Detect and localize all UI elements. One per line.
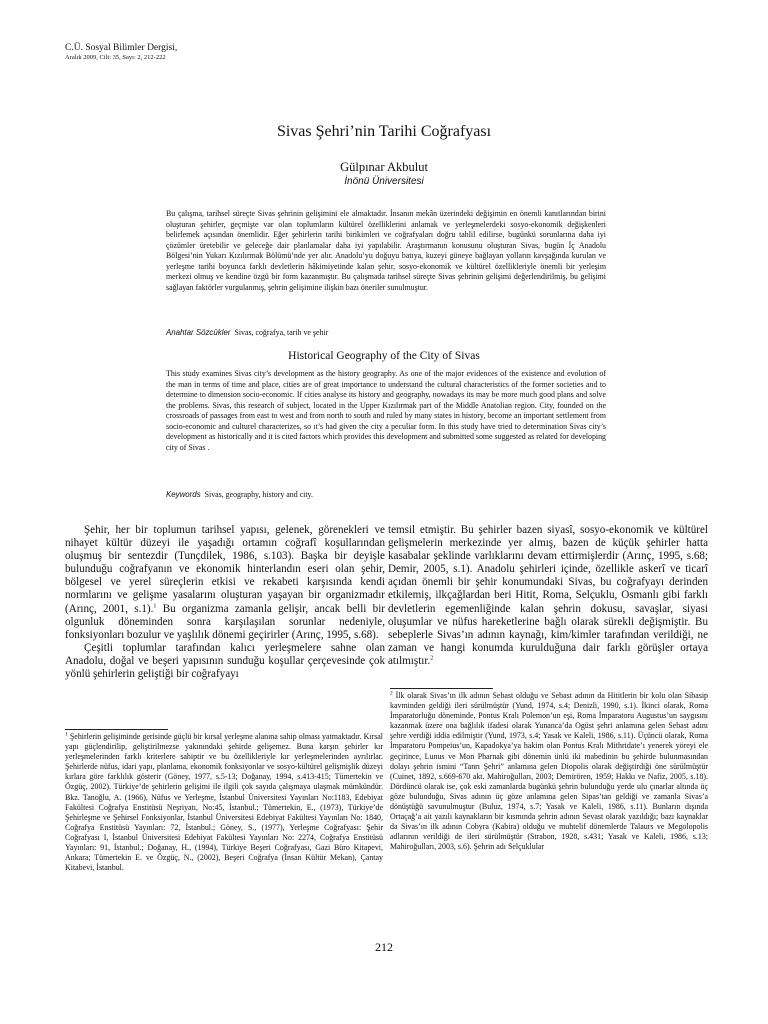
body-text: temsil etmiştir. Bu şehirler bazen siyasî, sosyo-ekonomik ve kültürel gelişmelerin merkezinde yer almış, bazen de küçük şehirler hatta kasabalar şeklinde varlıklarını devam ettirmişlerdir (Arınç, 1995, s.68; Demir, 2005, s.1). Anadolu şehirleri içinde, özellikle askerî ve ticarî açıdan önemli bir şehir konumundaki Sivas, bu coğrafyayı derinden etkilemiş, ilkçağlardan beri Hitit, Roma, Selçuklu, Osmanlı gibi farklı devletlerin egemenliğinde kalan şehrin dokusu, savaşlar, siyasi oluşumlar ve nüfus hareketlerine bağlı olarak sürekli değişmiştir. Bu sebeplerle Sivas’ın adının kaynağı, kim/kimler tarafından verildiği, ne zaman ve hangi konumda kurulduğuna dair farklı görüşler ortaya atılmıştır. — [388, 524, 708, 667]
abstract-turkish: Bu çalışma, tarihsel süreçte Sivas şehrinin gelişimini ele almaktadır. İnsanın mekân üzerindeki değişimin en önemli kanıtlarından birini oluşturan şehirler, geçmişte var olan toplumların kültürel özelliklerini anlamak ve yerleşmelerdeki sosyo-ekonomik değişkenleri belirlemek açısından önemlidir. Eğer şehirlerin tarihi birikimleri ve coğrafyaları doğru tahlil edilirse, bugünkü sorunlarına daha iyi çözümler üretebilir ve geleceğe dair planlamalar daha iyi yapılabilir. Araştırmanın konusunu oluşturan Sivas, bugün İç Anadolu Bölgesi’nin Yukarı Kızılırmak Bölümü’nde yer alır. Anadolu’yu doğuyu batıya, kuzeyi güneye bağlayan yolların kavşağında kurulan ve yerleşme tarihi boyunca farklı devletlerin hâkimiyetinde kalan şehir, sosyo-ekonomik ve kültürel özellikleriyle önemli bir yerleşim merkezi olmuş ve kendine özgü bir form kazanmıştır. Bu çalışmada tarihsel süreçte Sivas şehrinin gelişimi değerlendirilmiş, bu gelişimi sağlayan faktörler vurgulanmış, şehrin gelişimine ilişkin bazı öneriler sunulmuştur. — [166, 209, 606, 292]
footnote-mark: 1 — [65, 731, 68, 738]
footnote-ref[interactable]: 2 — [430, 655, 434, 662]
footnote-mark: 2 — [390, 690, 393, 697]
footnote-text: Şehirlerin gelişiminde gerisinde güçlü bir kırsal yerleşme alanına sahip olması yatmaktadır. Kırsal yapı güçlendirilip, geliştirilmezse yakınındaki şehirde gelişemez. Buna karşın şehirler kır yerleşmelerinden farklı kriterlere sahiptir ve bu özellikleriyle kır yerleşmelerinden ayrılırlar. Şehirlerde nüfus, idari yapı, planlama, ekonomik fonksiyonlar ve sosyo-kültürel gelişmişlik düzeyi kırlara göre farklılık gösterir (Göney, 1977, s.5-13; Doğanay, 1994, s.413-415; Tümertekin ve Özgüç, 2002). Türkiye’de şehirlerin gelişimi ile ilgili çok sayıda çalışmaya ulaşmak mümkündür. Bkz. Tanoğlu, A. (1966), Nüfus ve Yerleşme, İstanbul Üniversitesi Yayınları No:1183, Edebiyat Fakültesi Coğrafya Enstitüsü Neşriyatı, No:45, İstanbul.; Tümertekin, E., (1973), Türkiye’de Şehirleşme ve Şehirsel Fonksiyonlar, İstanbul Üniversitesi Edebiyat Fakültesi Yayınları No: 1840, Coğrafya Enstitüsü Yayınları: 72, İstanbul.; Göney, S., (1977), Yerleşme Coğrafyası: Şehir Coğrafyası I, İstanbul Üniversitesi Edebiyat Fakültesi Yayınları No: 2274, Coğrafya Enstitüsü Yayınları: 91, İstanbul.; Doğanay, H., (1994), Türkiye Beşeri Coğrafyası, Gazi Büro Kitapevi, Ankara; Tümertekin E. ve Özgüç, N., (2002), Beşeri Coğrafya (İnsan Kültür Mekan), Çantay Kitabevi, İstanbul. — [65, 732, 384, 873]
journal-header — [65, 43, 177, 63]
footnote-text: İlk olarak Sivas’ın ilk adının Sebast olduğu ve Sebast adının da Hititlerin bir kolu olan Sibasip kavminden geldiği ileri sürülmüştür (Yund, 1974, s.4; Denizli, 1990, s.1). İkinci olarak, Roma İmparatorluğu döneminde, Pontus Kralı Polemon’un eşi, Roma İmparatoru Augustus’un saygısını kazanmak üzere ona bağlılık ifadesi olarak Yunanca’da Ogüst şehri anlamına gelen Sebast adını şehre verdiği iddia edilmiştir (Yund, 1973, s.4; Yasak ve Kaleli, 1986, s.11). Üçüncü olarak, Roma İmparatoru Pompeius’un, Kapadokya’ya hakim olan Pontus Kralı Mithridate’ı yenerek yöreyi ele geçirince, Lunus ve Mon Pharnak gibi dönemin ünlü iki mabedinin bu şehirde bulunmasından dolayı şehrin ismini “Tanrı Şehri” anlamına gelen Diopolis olarak değiştirdiği öne sürülmüştür (Cuinet, 1892, s.669-670 akt. Mahiroğulları, 2003; Demirören, 1959; Hakkı ve Nafiz, 2005, s.18). Dördüncü olarak ise, çok eski zamanlarda bugünkü şehrin bulunduğu yerde ulu çınarlar altında üç göze bulunduğu, Sivas adının üç göze anlamına gelen Sipas’tan geldiği ve zamanla Sivas’a dönüştüğü savunulmuştur (Buluz, 1974, s.7; Yasak ve Kaleli, 1986, s.11). Bunların dışında Ortaçağ’a ait yazılı kaynakların bir kısmında şehrin adının Sevast olarak yazıldığı; bazı kaynaklar da Sivas’ın ilk adının Cobyra (Kabira) olduğu ve muhtelif dönemlerde Talaurs ve Megolopolis adlarının verildiği de ileri sürülmüştür (Strabon, 1928, s.431; Yasak ve Kaleli, 1986, s.13; Mahiroğulları, 2003, s.6). Şehrin adı Selçuklular — [390, 691, 708, 852]
page-number: 212 — [375, 940, 393, 954]
body-column-right — [388, 524, 708, 668]
keywords-turkish-label: Anahtar Sözcükler — [166, 328, 231, 337]
author-name: Gülpınar Akbulut — [340, 160, 428, 174]
footnote-ref[interactable]: 1 — [153, 602, 157, 609]
body-paragraph: Çeşitli toplumlar tarafından kalıcı yerleşmelere sahne olan Anadolu, doğal ve beşeri yapısının sunduğu koşullar çerçevesinde çok yönlü şehirlerin geliştiği bir coğrafyayı — [65, 641, 385, 681]
keywords-english-label: Keywords — [166, 490, 201, 499]
body-paragraph — [65, 524, 385, 642]
keywords-english-text: Sivas, geography, history and city. — [204, 490, 313, 499]
footnote-divider — [390, 688, 493, 689]
footnote-2 — [390, 691, 708, 853]
journal-issue: Aralık 2009, Cilt: 35, Sayı: 2, 212-222 — [65, 54, 166, 61]
keywords-english — [166, 490, 606, 499]
author-affiliation: İnönü Üniversitesi — [344, 176, 424, 187]
english-title: Historical Geography of the City of Sivas — [288, 350, 480, 362]
body-text: Bu organizma zamanla gelişir, ancak belli bir olgunluk döneminden sonra karşılaşılan sorunlar nedeniyle, fonksiyonları bozulur ve yaşlılık dönemi geçirirler (Arınç, 1995, s.68). — [65, 602, 385, 641]
body-paragraph — [388, 524, 708, 668]
body-column-left — [65, 524, 385, 681]
footnote-1 — [65, 732, 383, 873]
abstract-english: This study examines Sivas city’s development as the history geography. As one of the major evidences of the existence and evolution of the man in terms of time and place, cities are of great importance to understand the cultural characteristics of the former societies and to determine to dimension socio-economic. If cities analyse its history and geography, nowadays its may be more much good plans and solve the problems. Sivas, this research of subject, located in the Upper Kızılırmak part of the Middle Anatolian region. City, founded on the crossroads of passages from east to west and from north to south and ruled by many states in history, become an important settlement from socio-economic and culturel characterizes, so ıt’s had given the city a peculiar form. In this study have tried to determination Sivas city’s development as historically and it is cited factors which provides this development and submitted some suggested as related for developing city of Sivas . — [166, 369, 606, 452]
body-text: Şehir, her bir toplumun tarihsel yapısı, gelenek, görenekleri ve nihayet kültür düzeyi ile yaşadığı ortamın coğrafî koşullarından oluşmuş bir sentezdir (Tunçdilek, 1986, s.103). Başka bir deyişle bulunduğu coğrafyanın ve ekonomik hinterlandın eseri olan şehir, bölgesel ve yerel süreçlerin etkisi ve rekabeti karşısında kendi normlarını ve gelişme yasalarını oluşturan yaşayan bir organizmadır (Arınç, 2001, s.1). — [65, 524, 385, 615]
article-title: Sivas Şehri’nin Tarihi Coğrafyası — [276, 123, 492, 140]
keywords-turkish — [166, 328, 606, 337]
journal-name: C.Ü. Sosyal Bilimler Dergisi, — [65, 43, 178, 53]
footnote-divider — [65, 729, 168, 730]
keywords-turkish-text: Sivas, coğrafya, tarih ve şehir — [234, 328, 329, 337]
